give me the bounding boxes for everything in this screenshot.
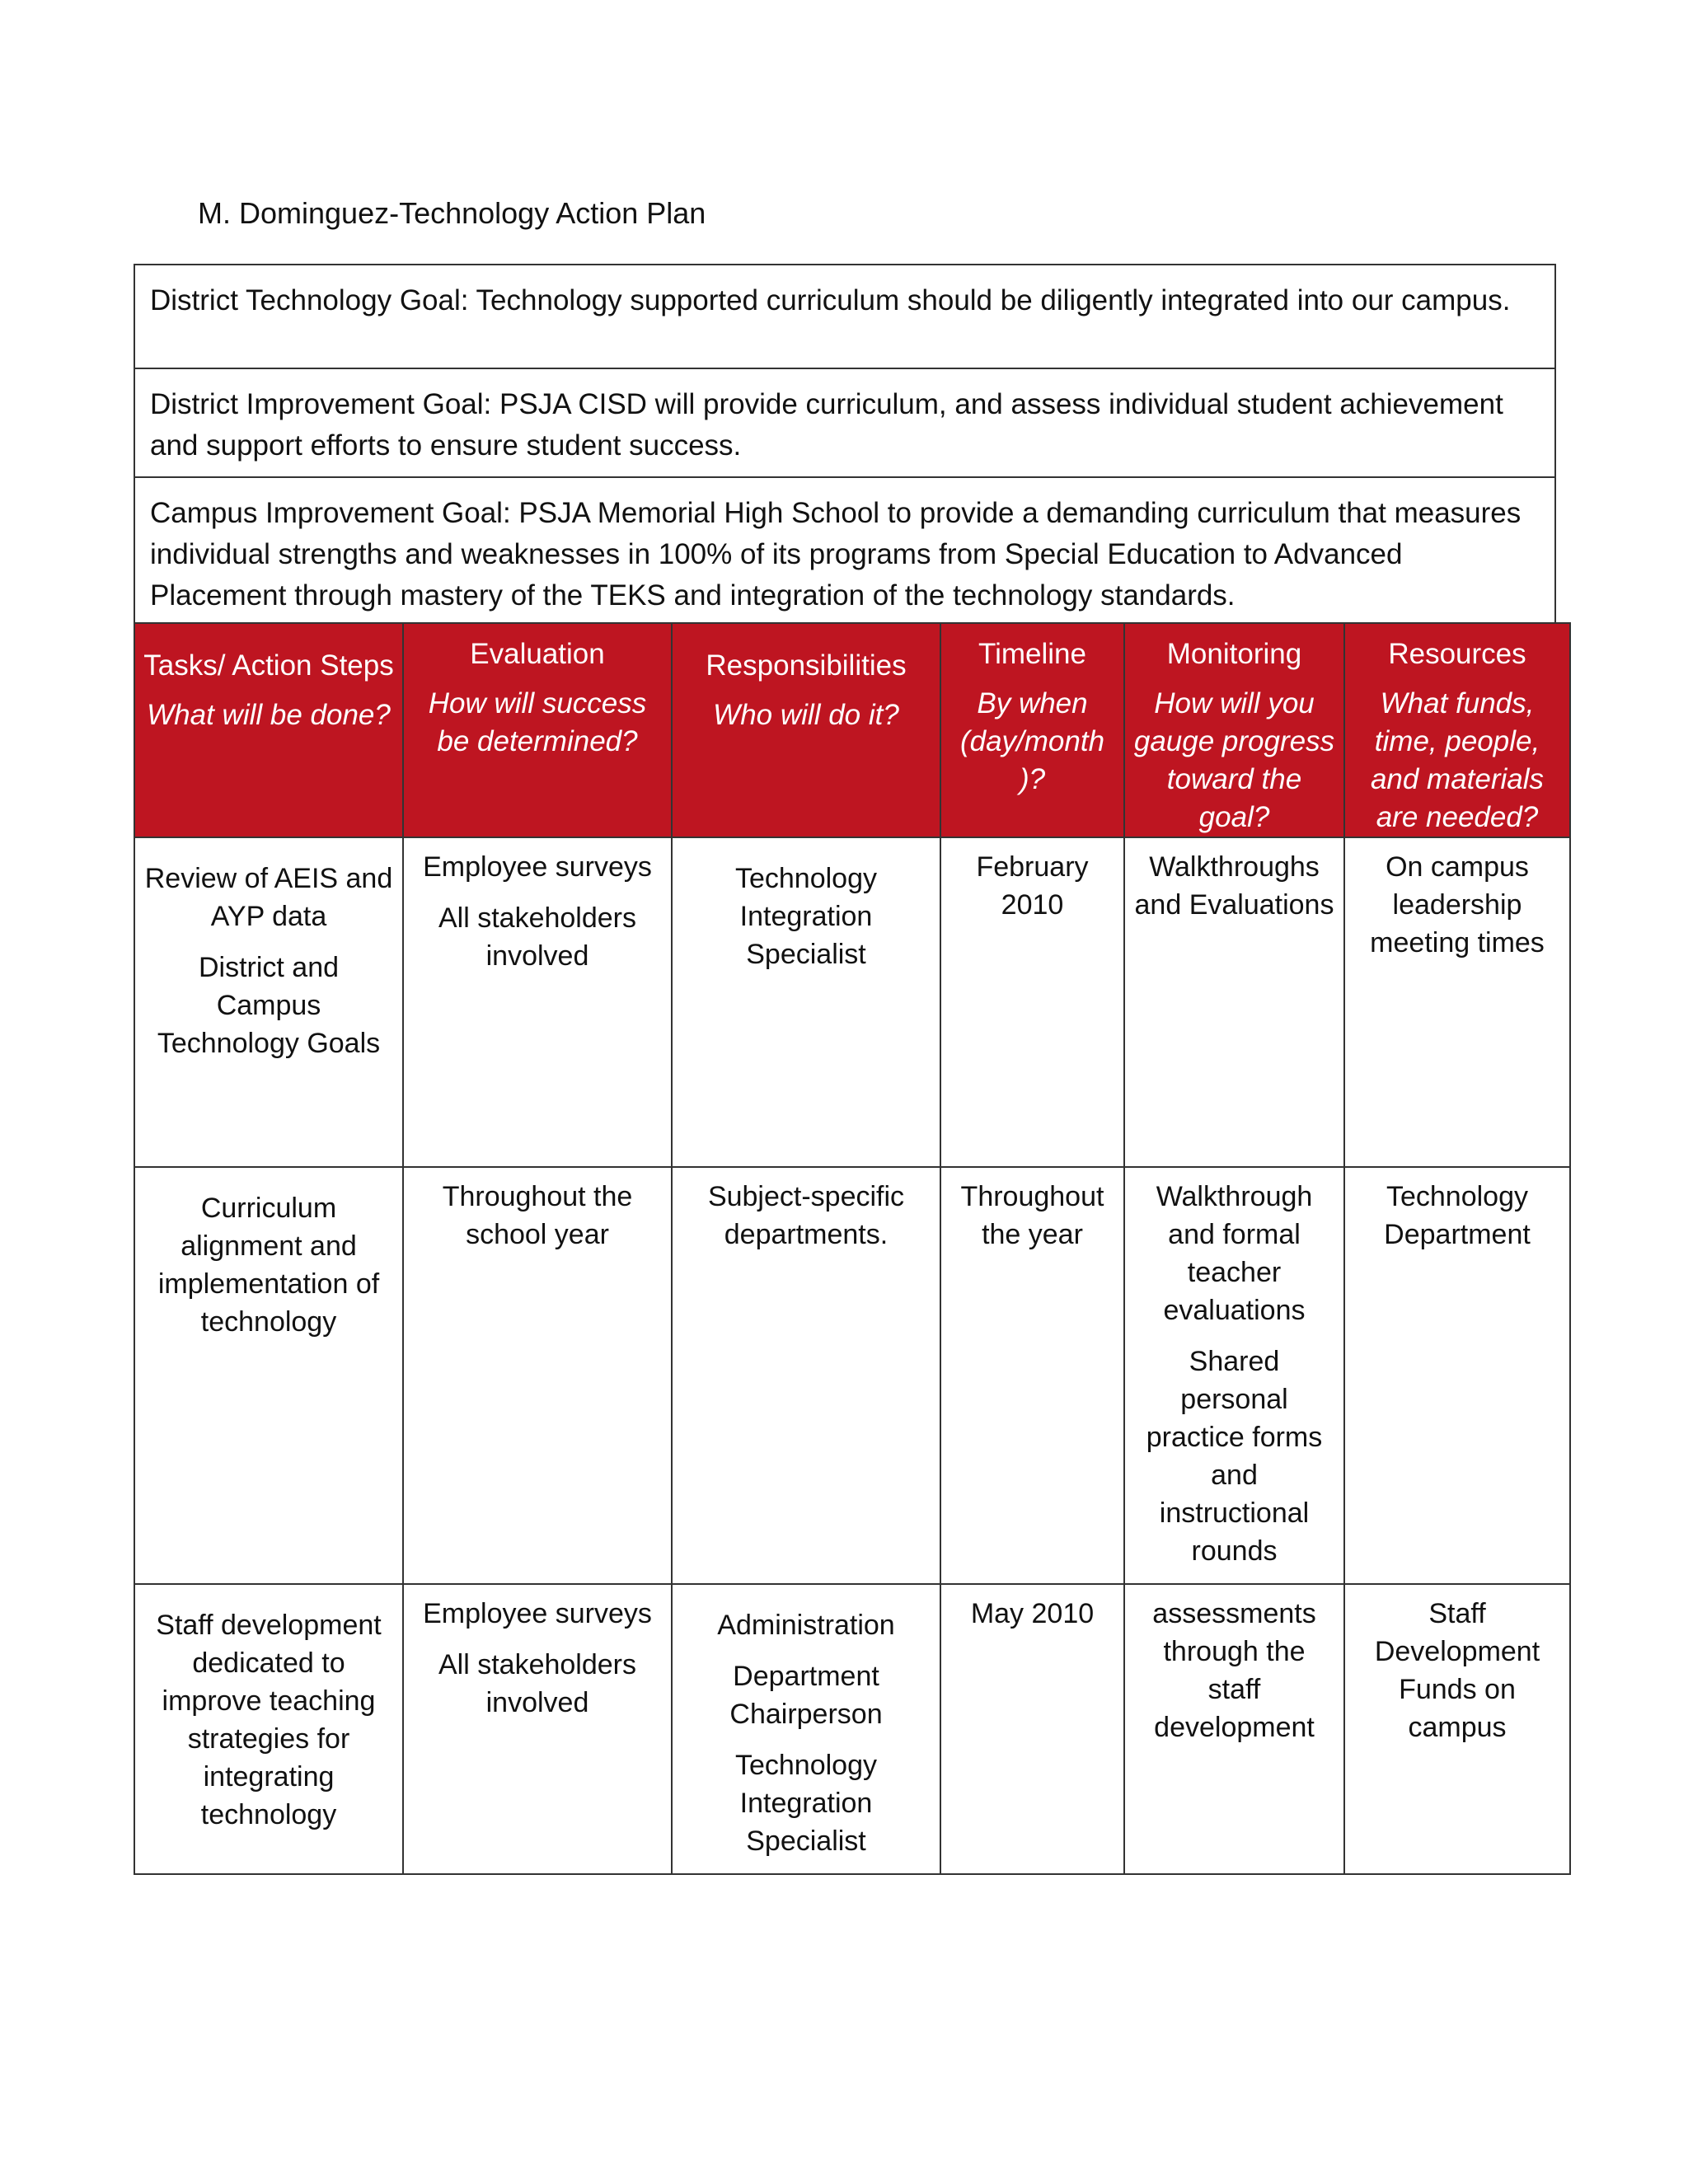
header-title: Responsibilities	[706, 649, 907, 682]
header-subtitle: By when (day/month )?	[959, 687, 1105, 795]
cell-text: Shared personal practice forms and instructional rounds	[1146, 1346, 1323, 1567]
cell-evaluation	[403, 1167, 672, 1584]
cell-text: Technology Integration Specialist	[734, 1750, 877, 1857]
cell-text: All stakeholders involved	[438, 1649, 636, 1718]
cell-monitoring	[1124, 1584, 1344, 1874]
cell-text: Department Chairperson	[729, 1661, 883, 1730]
district-improvement-goal: District Improvement Goal: PSJA CISD will provide curriculum, and assess individual student achievement and support efforts to ensure student success.	[135, 369, 1554, 478]
cell-resources	[1344, 1584, 1570, 1874]
cell-timeline	[940, 1584, 1124, 1874]
header-subtitle: What funds, time, people, and materials are needed?	[1370, 687, 1545, 833]
cell-text: assessments through the staff development	[1152, 1598, 1316, 1743]
cell-text: February 2010	[976, 851, 1089, 921]
cell-text: Review of AEIS and AYP data	[144, 863, 393, 932]
header-subtitle: How will you gauge progress toward the goal?	[1133, 687, 1335, 833]
header-title: Evaluation	[470, 638, 605, 670]
cell-text: Staff Development Funds on campus	[1374, 1598, 1540, 1743]
cell-tasks	[134, 837, 403, 1167]
district-technology-goal: District Technology Goal: Technology supported curriculum should be diligently integrated into our campus.	[135, 265, 1554, 369]
cell-resources	[1344, 1167, 1570, 1584]
header-title: Timeline	[978, 638, 1086, 670]
header-title: Monitoring	[1166, 638, 1302, 670]
cell-tasks	[134, 1584, 403, 1874]
cell-text: District and Campus Technology Goals	[157, 952, 381, 1059]
table-row	[134, 1584, 1570, 1874]
cell-resources	[1344, 837, 1570, 1167]
cell-text: Walkthrough and formal teacher evaluations	[1156, 1181, 1313, 1326]
cell-text: Subject-specific departments.	[707, 1181, 905, 1250]
table-row	[134, 1167, 1570, 1584]
cell-timeline	[940, 837, 1124, 1167]
header-timeline	[940, 623, 1124, 837]
header-responsibilities	[672, 623, 940, 837]
header-subtitle: Who will do it?	[713, 699, 899, 731]
header-title: Resources	[1388, 638, 1526, 670]
cell-responsibilities	[672, 837, 940, 1167]
header-resources	[1344, 623, 1570, 837]
header-subtitle: How will success be determined?	[428, 687, 647, 757]
cell-text: Staff development dedicated to improve teaching strategies for integrating technology	[156, 1610, 382, 1830]
campus-improvement-goal: Campus Improvement Goal: PSJA Memorial High School to provide a demanding curriculum that measures individual strengths and weaknesses in 100% of its programs from Special Education to Advanced Placement through mastery of the TEKS and integration of the technology standards.	[150, 497, 1522, 612]
header-title: Tasks/ Action Steps	[143, 649, 394, 682]
header-evaluation	[403, 623, 672, 837]
header-monitoring	[1124, 623, 1344, 837]
cell-tasks	[134, 1167, 403, 1584]
cell-timeline	[940, 1167, 1124, 1584]
header-tasks	[134, 623, 403, 837]
cell-text: Throughout the school year	[442, 1181, 633, 1250]
cell-monitoring	[1124, 837, 1344, 1167]
header-subtitle: What will be done?	[147, 699, 391, 731]
cell-text: May 2010	[970, 1598, 1095, 1629]
document-title: M. Dominguez-Technology Action Plan	[198, 196, 706, 230]
cell-text: On campus leadership meeting times	[1370, 851, 1545, 958]
cell-text: Technology Department	[1384, 1181, 1531, 1250]
cell-text: Employee surveys	[423, 851, 652, 883]
action-plan-table	[134, 622, 1571, 1875]
cell-text: Walkthroughs and Evaluations	[1134, 851, 1334, 921]
cell-text: Administration	[717, 1610, 895, 1641]
cell-text: Throughout the year	[960, 1181, 1104, 1250]
goals-box	[134, 264, 1556, 623]
cell-text: Employee surveys	[423, 1598, 652, 1629]
cell-text: All stakeholders involved	[438, 902, 636, 972]
cell-text: Curriculum alignment and implementation of technology	[157, 1193, 380, 1338]
cell-evaluation	[403, 837, 672, 1167]
cell-responsibilities	[672, 1584, 940, 1874]
table-header-row	[134, 623, 1570, 837]
cell-evaluation	[403, 1584, 672, 1874]
cell-responsibilities	[672, 1167, 940, 1584]
cell-text: Technology Integration Specialist	[734, 863, 877, 970]
cell-monitoring	[1124, 1167, 1344, 1584]
table-row	[134, 837, 1570, 1167]
